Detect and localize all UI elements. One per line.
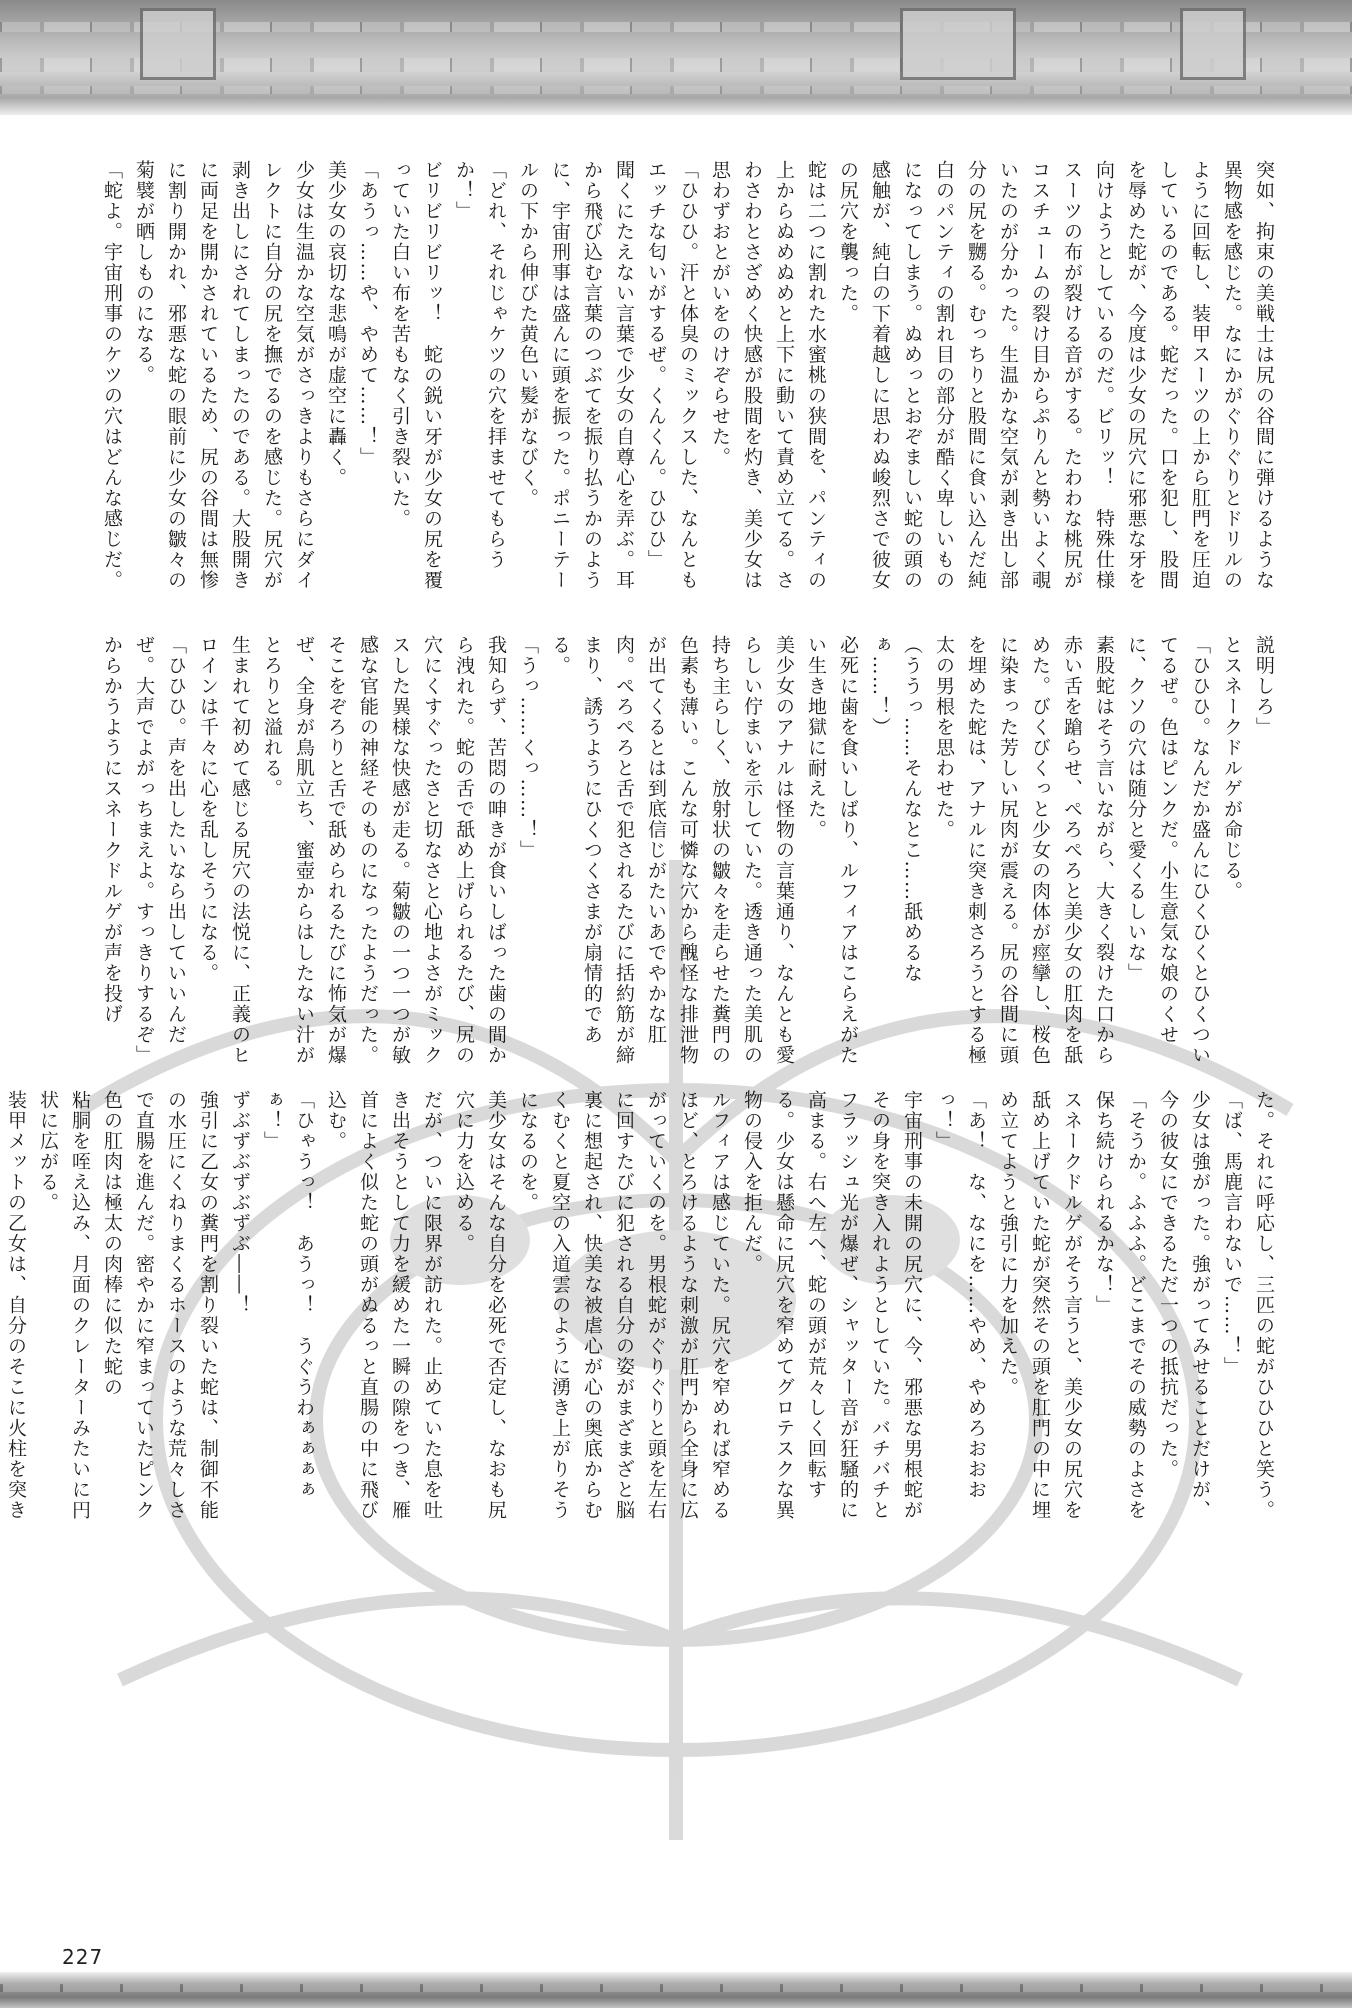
paragraph: 「うっ……くっ……！」 — [517, 635, 539, 861]
paragraph: 「蛇よ。宇宙刑事のケツの穴はどんな感じだ。 — [101, 160, 123, 591]
paragraph: 美少女はそんな自分を必死で否定し、なおも尻穴に力を込める。 — [453, 1090, 507, 1521]
paragraph: 少女は生温かな空気がさっきよりもさらにダイレクトに自分の尻を撫でるのを感じた。尻穴が剥き出しにされてしまったのである。大股開きに両足を開かされているため、尻の谷間は無惨に割り開かれ、邪悪な蛇の眼前に少女の皺々の菊襞が晒しものになる。 — [133, 160, 315, 591]
paragraph: 突如、拘束の美戦士は尻の谷間に弾けるような異物感を感じた。なにかがぐりぐりとドリルのように回転し、装甲スーツの上から肛門を圧迫しているのである。蛇だった。口を犯し、股間を辱めた蛇が、今度は少女の尻穴に邪悪な牙を向けようとしているのだ。ビリッ！ 特殊仕様スーツの布が裂ける音がする。たわわな桃尻がコスチュームの裂け目からぷりんと勢いよく覗いたのが分かった。生温かな空気が剥き出し部分の尻を嬲る。むっちりと股間に食い込んだ純白のパンティの割れ目の部分が酷く卑しいものになってしまう。ぬめっとおぞましい蛇の頭の感触が、純白の下着越しに思わぬ峻烈さで彼女の尻穴を襲った。 — [837, 160, 1275, 591]
paragraph: 「ひゃうっ！ あうっ！ うぐうわぁぁぁぁぁ！」 — [261, 1090, 315, 1500]
paragraph: 素股蛇はそう言いながら、大きく裂けた口から赤い舌を蹌らせ、ぺろぺろと美少女の肛肉を舐めた。びくびくっと少女の肉体が痙攣し、桜色に染まった芳しい尻肉が震える。尻の谷間に頭を埋めた蛇は、アナルに突き刺さろうとする極太の男根を思わせた。 — [933, 635, 1115, 1066]
paragraph: スネークドルゲがそう言うと、美少女の尻穴を舐め上げていた蛇が突然その頭を肛門の中に埋め立てようと強引に力を加えた。 — [997, 1090, 1083, 1521]
paragraph: 「そうか。ふふふ。どこまでその威勢のよさを保ち続けられるかな！」 — [1093, 1090, 1147, 1521]
text-row-3 — [5, 1090, 1280, 1530]
paragraph: ビリビリビリッ！ 蛇の鋭い牙が少女の尻を覆っていた白い布を苦もなく引き裂いた。 — [389, 160, 443, 591]
paragraph: 「ひひひ。汗と体臭のミックスした、なんともエッチな匂いがするぜ。くんくん。ひひひ」 — [645, 160, 699, 591]
paragraph: とスネークドルゲが命じる。 — [1221, 635, 1243, 902]
text-row-1 — [90, 160, 1280, 600]
text-row-2 — [90, 635, 1280, 1075]
paragraph: 必死に歯を食いしばり、ルフィアはこらえがたい生き地獄に耐えた。 — [805, 635, 859, 1066]
paragraph: だが、ついに限界が訪れた。止めていた息を吐き出そうとして力を緩めた一瞬の隙をつき、雁首によく似た蛇の頭がぬるっと直腸の中に飛び込む。 — [325, 1090, 443, 1521]
paragraph: 装甲メットの乙女は、自分のそこに火柱を突き — [5, 1090, 27, 1521]
paragraph: 生まれて初めて感じる尻穴の法悦に、正義のヒロインは千々に心を乱しそうになる。 — [197, 635, 251, 1066]
paragraph: 粘胴を咥え込み、月面のクレーターみたいに円状に広がる。 — [37, 1090, 91, 1521]
paragraph: 「どれ、それじゃケツの穴を拝ませてもらうか！」 — [453, 160, 507, 570]
paragraph: ルフィアは感じていた。尻穴を窄めれば窄めるほど、とろけるような刺激が肛門から全身に広がっていくのを。男根蛇がぐりぐりと頭を左右に回すたびに犯される自分の姿がまざまざと脳裏に想起され、快美な被虐心が心の奥底からむくむくと夏空の入道雲のように湧き上がりそうになるのを。 — [517, 1090, 731, 1521]
paragraph: 我知らず、苦悶の呻きが食いしばった歯の間から洩れた。蛇の舌で舐め上げられるたび、尻の穴にくすぐったさと切なさと心地よさがミックスした異様な快感が走る。菊皺の一つ一つが敏感な官能の神経そのものになったようだった。そこをぞろりと舌で舐められるたびに怖気が爆ぜ、全身が鳥肌立ち、蜜壺からはしたない汁がとろりと溢れる。 — [261, 635, 507, 1066]
paragraph: からかうようにスネークドルゲが声を投げ — [101, 635, 123, 1025]
paragraph: 説明しろ」 — [1253, 635, 1275, 738]
paragraph: 宇宙刑事の未開の尻穴に、今、邪悪な男根蛇がその身を突き入れようとしていた。バチバチとフラッシュ光が爆ぜ、シャッター音が狂騒的に高まる。右へ左へ、蛇の頭が荒々しく回転する。少女は懸命に尻穴を窄めてグロテスクな異物の侵入を拒んだ。 — [741, 1090, 923, 1521]
paragraph: 蛇は二つに割れた水蜜桃の狭間を、パンティの上からぬめぬめと上下に動いて責め立てる。さわさわとさざめく快感が股間を灼き、美少女は思わずおとがいをのけぞらせた。 — [709, 160, 827, 591]
paragraph: 美少女の哀切な悲鳴が虚空に轟く。 — [325, 160, 347, 488]
top-decorative-banner — [0, 0, 1352, 115]
paragraph: 強引に乙女の糞門を割り裂いた蛇は、制御不能の水圧にくねりまくるホースのような荒々しさで直腸を進んだ。密やかに窄まっていたピンク色の肛肉は極太の肉棒に似た蛇の — [101, 1090, 219, 1521]
paragraph: 「あうっ……や、やめて……！」 — [357, 160, 379, 468]
paragraph: 「ば、馬鹿言わないで……！」 — [1221, 1090, 1243, 1377]
paragraph: （ううっ……そんなとこ……舐めるなぁ……！） — [869, 635, 923, 984]
paragraph: 「あ！ な、なにを……やめ、やめろおおおっ！」 — [933, 1090, 987, 1500]
paragraph: 「ひひひ。なんだか盛んにひくひくとひくついてるぜ。色はピンクだ。小生意気な娘のくせに、クソの穴は随分と愛くるしいな」 — [1125, 635, 1211, 1066]
paragraph: 「ひひひ。声を出したいなら出していいんだぜ。大声でよがっちまえよ。すっきりするぞ」 — [133, 635, 187, 1066]
paragraph: 美少女のアナルは怪物の言葉通り、なんとも愛らしい佇まいを示していた。透き通った美肌の持ち主らしく、放射状の皺々を走らせた糞門の色素も薄い。こんな可憐な穴から醜怪な排泄物が出てくるとは到底信じがたいあでやかな肛肉。ぺろぺろと舌で犯されるたびに括約筋が締まり、誘うようにひくつくさまが扇情的である。 — [549, 635, 795, 1066]
paragraph: た。それに呼応し、三匹の蛇がひひひと笑う。 — [1253, 1090, 1275, 1521]
paragraph: 少女は強がった。強がってみせることだけが、今の彼女にできるただ一つの抵抗だった。 — [1157, 1090, 1211, 1521]
paragraph: 聞くにたえない言葉で少女の自尊心を弄ぶ。耳から飛び込む言葉のつぶてを振り払うかのように、宇宙刑事は盛んに頭を振った。ポニーテールの下から伸びた黄色い髪がなびく。 — [517, 160, 635, 591]
page-number: 227 — [62, 1945, 104, 1969]
paragraph: ずぶずぶずぶずぶ――！ — [229, 1090, 251, 1316]
bottom-decorative-banner — [0, 1972, 1352, 2008]
